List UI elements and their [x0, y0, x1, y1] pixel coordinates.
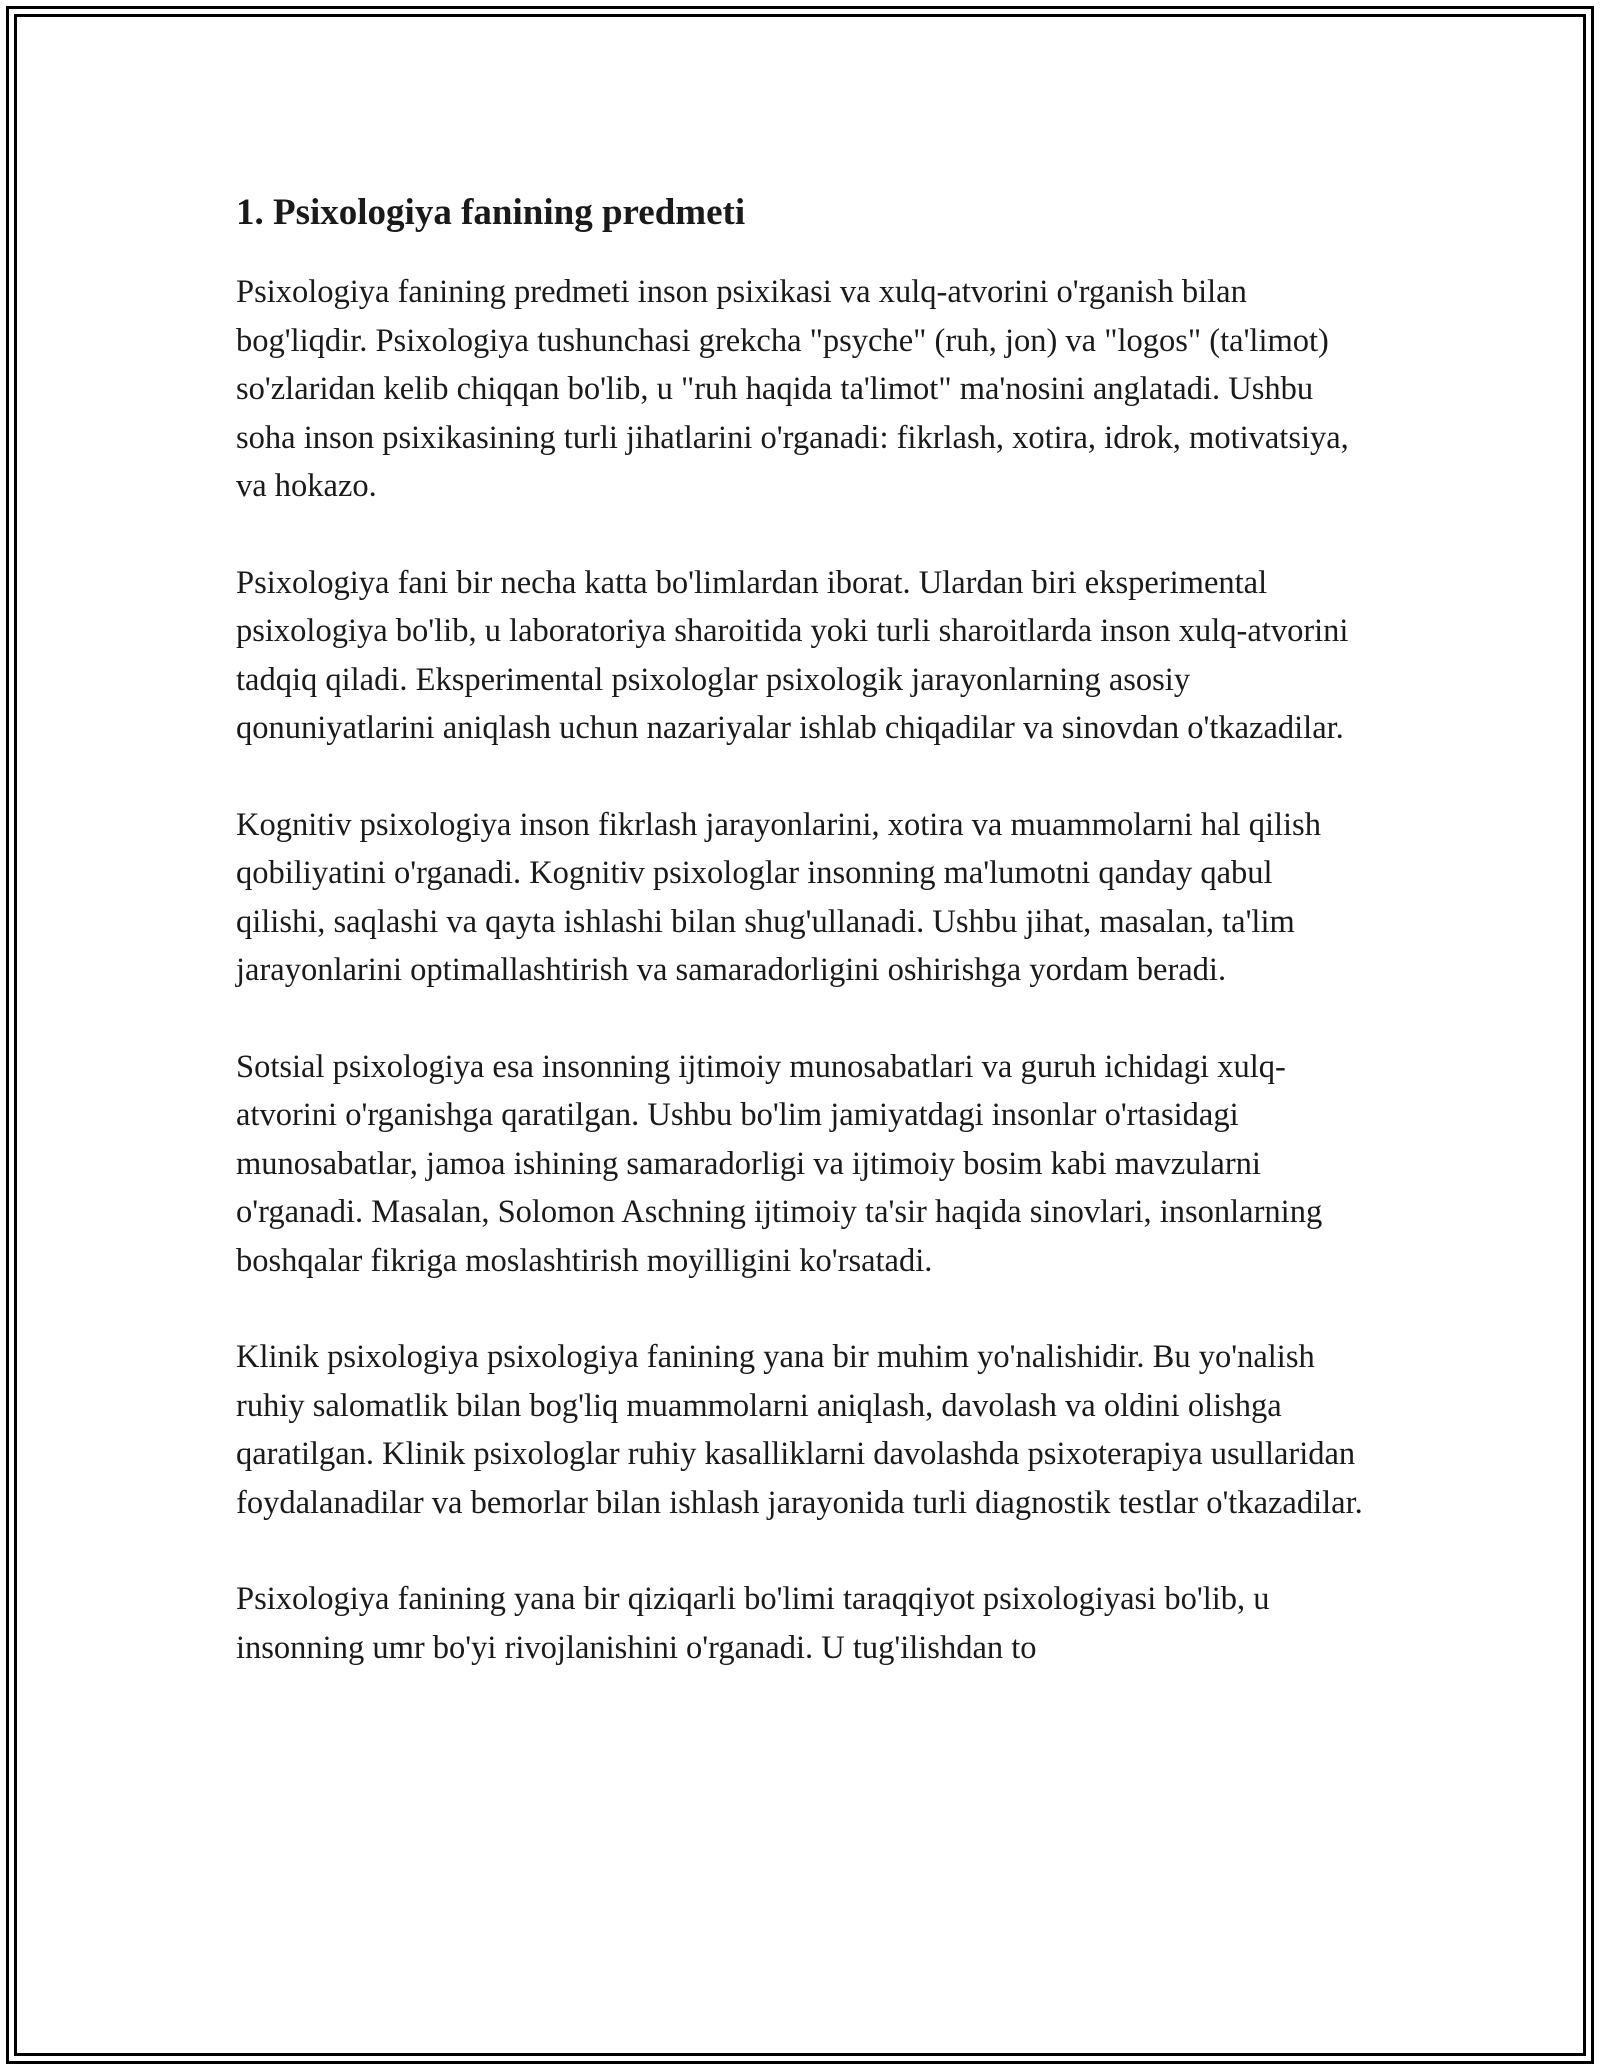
- paragraph-4: Sotsial psixologiya esa insonning ijtimoiy munosabatlari va guruh ichidagi xulq-atvorini o'rganishga qaratilgan. Ushbu bo'lim jamiyatdagi insonlar o'rtasidagi munosabatlar, jamoa ishining samaradorligi va ijtimoiy bosim kabi mavzularni o'rganadi. Masalan, Solomon Aschning ijtimoiy ta'sir haqida sinovlari, insonlarning boshqalar fikriga moslashtirish moyilligini ko'rsatadi.: [236, 1048, 1323, 1279]
- paragraph-2: Psixologiya fani bir necha katta bo'limlardan iborat. Ulardan biri eksperimental psixologiya bo'lib, u laboratoriya sharoitida yoki turli sharoitlarda inson xulq-atvorini tadqiq qiladi. Eksperimental psixologlar psixologik jarayonlarning asosiy qonuniyatlarini aniqlash uchun nazariyalar ishlab chiqadilar va sinovdan o'tkazadilar.: [236, 564, 1349, 746]
- paragraph-6: Psixologiya fanining yana bir qiziqarli bo'limi taraqqiyot psixologiyasi bo'lib, u insonning umr bo'yi rivojlanishini o'rganadi. U tug'ilishdan to: [236, 1581, 1270, 1666]
- section-title: 1. Psixologiya fanining predmeti: [236, 192, 746, 233]
- paragraph-5: Klinik psixologiya psixologiya fanining yana bir muhim yo'nalishidir. Bu yo'nalish ruhiy salomatlik bilan bog'liq muammolarni aniqlash, davolash va oldini olishga qaratilgan. Klinik psixologlar ruhiy kasalliklarni davolashda psixoterapiya usullaridan foydalanadilar va bemorlar bilan ishlash jarayonida turli diagnostik testlar o'tkazadilar.: [236, 1339, 1363, 1521]
- paragraph-3: Kognitiv psixologiya inson fikrlash jarayonlarini, xotira va muammolarni hal qilish qobiliyatini o'rganadi. Kognitiv psixologlar insonning ma'lumotni qanday qabul qilishi, saqlashi va qayta ishlashi bilan shug'ullanadi. Ushbu jihat, masalan, ta'lim jarayonlarini optimallashtirish va samaradorligini oshirishga yordam beradi.: [236, 806, 1321, 988]
- paragraph-1: Psixologiya fanining predmeti inson psixikasi va xulq-atvorini o'rganish bilan bog'liqdir. Psixologiya tushunchasi grekcha "psyche" (ruh, jon) va "logos" (ta'limot) so'zlaridan kelib chiqqan bo'lib, u "ruh haqida ta'limot" ma'nosini anglatadi. Ushbu soha inson psixikasining turli jihatlarini o'rganadi: fikrlash, xotira, idrok, motivatsiya, va hokazo.: [236, 274, 1349, 504]
- document-body: [236, 186, 1366, 1720]
